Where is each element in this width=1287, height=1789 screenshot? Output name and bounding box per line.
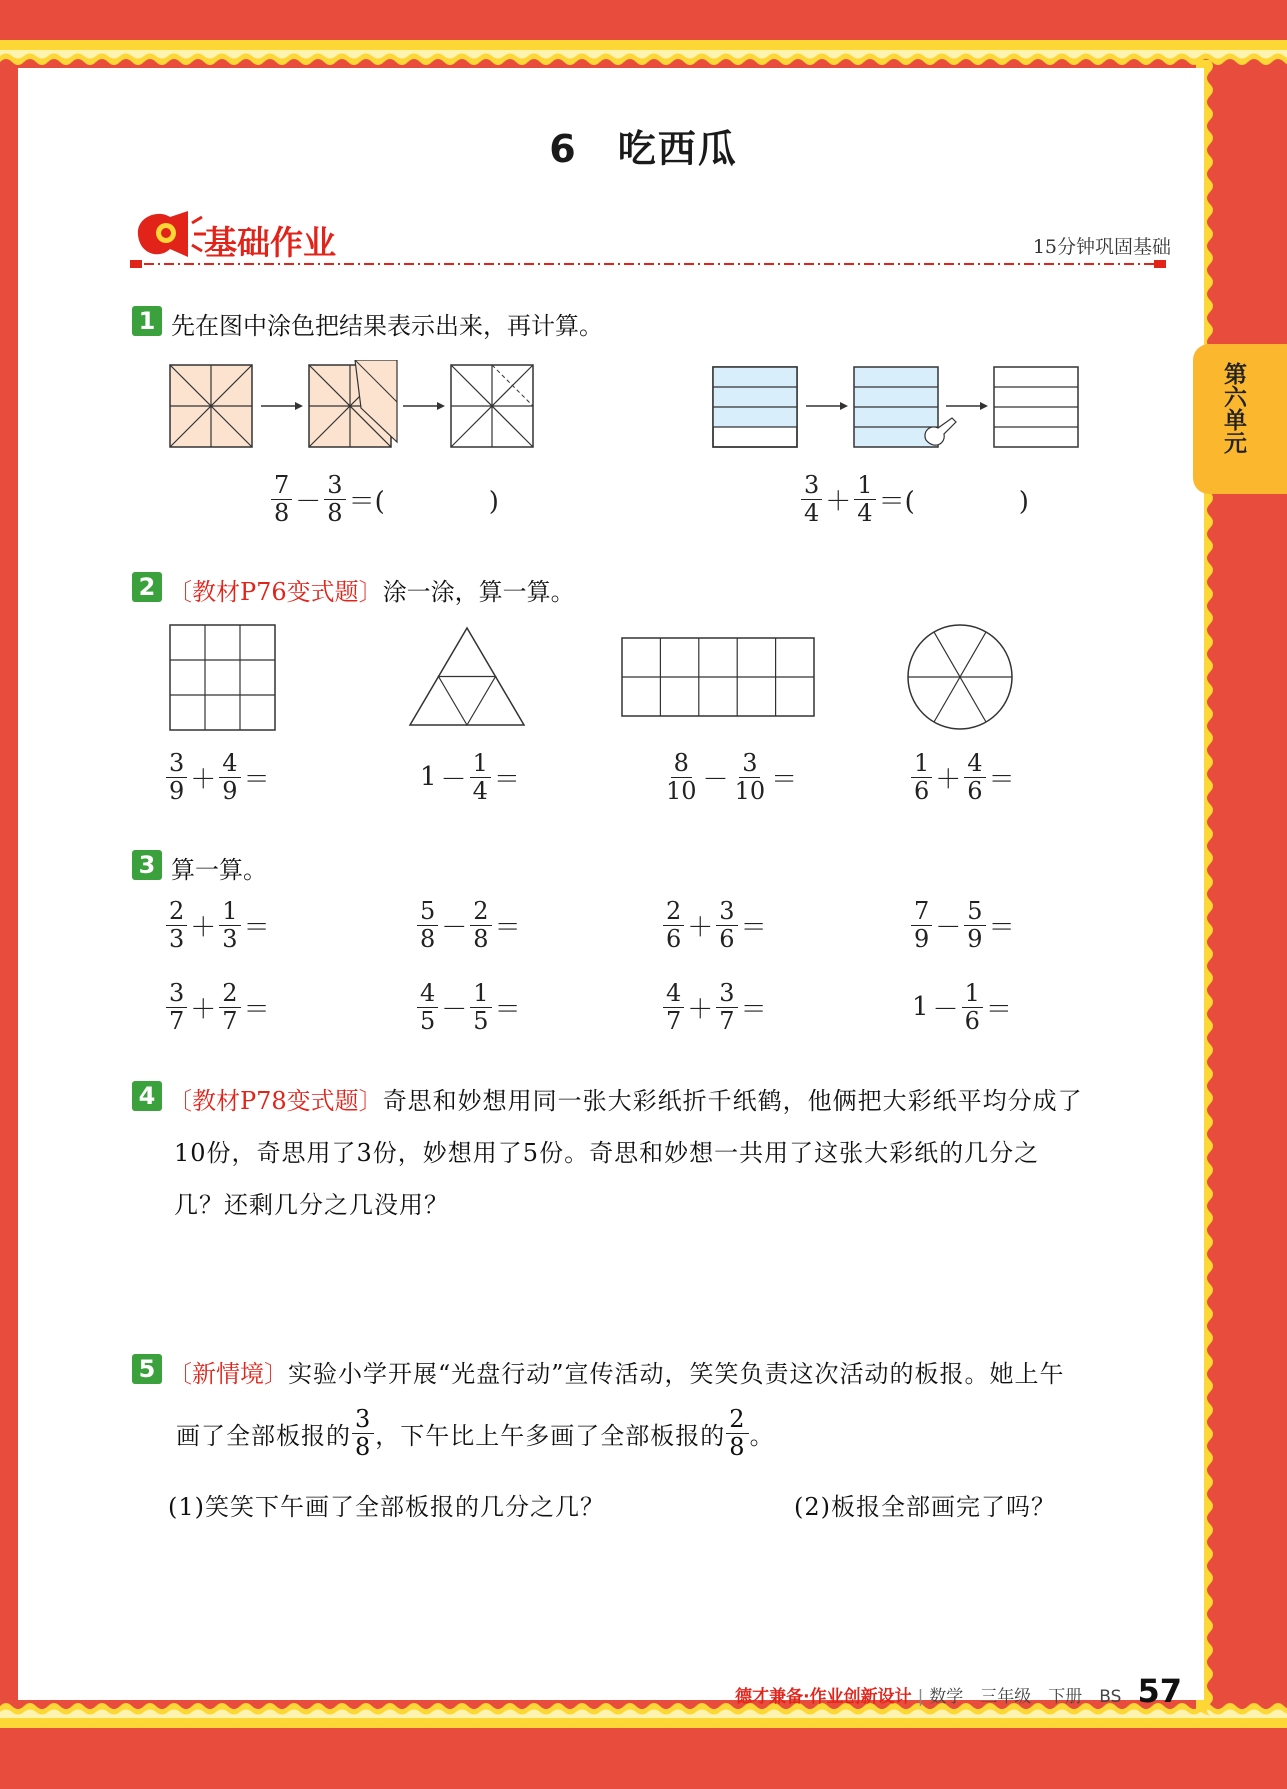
question-text: 〔教材P76变式题〕涂一涂，算一算。: [168, 578, 575, 606]
q3-expression: $\frac{2}{3}$ ＋ $\frac{1}{3}$ ＝: [165, 898, 272, 953]
rect-coloring: [854, 367, 956, 447]
page-footer: 德才兼备·作业创新设计 | 数学 三年级 下册 BS 57: [735, 1672, 1182, 1710]
question-number: 5: [132, 1354, 162, 1384]
q2-expression: $\frac{8}{10}$ － $\frac{3}{10}$ ＝: [666, 749, 798, 805]
source-tag: 〔新情境〕: [168, 1360, 288, 1388]
question-number: 1: [132, 306, 162, 336]
circle-6-parts: [908, 625, 1012, 729]
q3-expression: $\frac{2}{6}$ ＋ $\frac{3}{6}$ ＝: [662, 898, 769, 953]
square-full: [170, 365, 252, 447]
q2-expression: $\frac{1}{6}$ ＋ $\frac{4}{6}$ ＝: [910, 750, 1017, 805]
section-divider: [130, 258, 1170, 270]
q2-expression: $\frac{3}{9}$ ＋ $\frac{4}{9}$ ＝: [165, 750, 272, 805]
arrow-icon: [261, 402, 303, 410]
q3-expression: $\frac{4}{7}$ ＋ $\frac{3}{7}$ ＝: [662, 980, 769, 1035]
triangle-4-parts: [410, 628, 524, 725]
megaphone-icon: [128, 205, 208, 265]
rect-empty: [994, 367, 1078, 447]
section-title: 基础作业: [204, 223, 336, 262]
answer-blank[interactable]: ＝( ): [878, 486, 1029, 517]
question-number: 4: [132, 1081, 162, 1111]
footer-brand: 德才兼备·作业创新设计: [735, 1687, 912, 1707]
q3-expression: 1 － $\frac{1}{6}$ ＝: [912, 979, 1012, 1035]
question-text-line: 几？还剩几分之几没用？: [174, 1191, 449, 1219]
arrow-icon: [403, 402, 445, 410]
rect-full: [713, 367, 797, 447]
sub-question-2: (2)板报全部画完了吗？: [794, 1493, 1056, 1521]
source-tag: 〔教材P78变式题〕: [168, 1087, 383, 1115]
page-title: 6 吃西瓜: [549, 127, 738, 171]
square-empty: [451, 365, 533, 447]
shape-diagrams: [165, 620, 1085, 732]
q3-expression: $\frac{3}{7}$ ＋ $\frac{2}{7}$ ＝: [165, 980, 272, 1035]
question-number: 3: [132, 850, 162, 880]
question-text-line: 画了全部板报的 $\frac{3}{8}$ ，下午比上午多画了全部板报的 $\frac{2}{8}$ 。: [176, 1405, 775, 1461]
question-text: 先在图中涂色把结果表示出来，再计算。: [171, 312, 603, 340]
question-text: 〔新情境〕实验小学开展“光盘行动”宣传活动，笑笑负责这次活动的板报。她上午: [168, 1360, 1065, 1388]
question-text: 〔教材P78变式题〕奇思和妙想用同一张大彩纸折千纸鹤，他俩把大彩纸平均分成了: [168, 1087, 1083, 1115]
grid-2x5: [622, 638, 814, 716]
unit-tab: [1193, 344, 1287, 494]
q3-expression: $\frac{5}{8}$ － $\frac{2}{8}$ ＝: [416, 898, 523, 953]
arrow-icon: [806, 402, 848, 410]
sub-question-1: (1)笑笑下午画了全部板报的几分之几？: [168, 1493, 605, 1521]
q1-equation-2: $\frac{3}{4}$ ＋ $\frac{1}{4}$ ＝( ): [800, 472, 1031, 527]
question-number: 2: [132, 572, 162, 602]
grid-3x3: [170, 625, 275, 730]
square-cutting: [309, 360, 397, 447]
answer-blank[interactable]: ＝( ): [348, 486, 499, 517]
q2-expression: 1 － $\frac{1}{4}$ ＝: [420, 749, 520, 805]
q3-expression: $\frac{4}{5}$ － $\frac{1}{5}$ ＝: [416, 980, 523, 1035]
question-text: 算一算。: [171, 856, 267, 884]
octagon-square-diagram: [165, 360, 545, 456]
question-text-line: 10份，奇思用了3份，妙想用了5份。奇思和妙想一共用了这张大彩纸的几分之: [174, 1139, 1040, 1167]
strip-rectangle-diagram: [708, 360, 1088, 456]
page-number: 57: [1137, 1672, 1182, 1710]
unit-tab-label: 第六单元: [1220, 362, 1246, 454]
section-note: 15分钟巩固基础: [1032, 236, 1171, 258]
q1-equation-1: $\frac{7}{8}$ － $\frac{3}{8}$ ＝( ): [270, 472, 501, 527]
source-tag: 〔教材P76变式题〕: [168, 578, 383, 606]
arrow-icon: [946, 402, 988, 410]
q3-expression: $\frac{7}{9}$ － $\frac{5}{9}$ ＝: [910, 898, 1017, 953]
footer-info: 数学 三年级 下册 BS: [929, 1687, 1122, 1707]
